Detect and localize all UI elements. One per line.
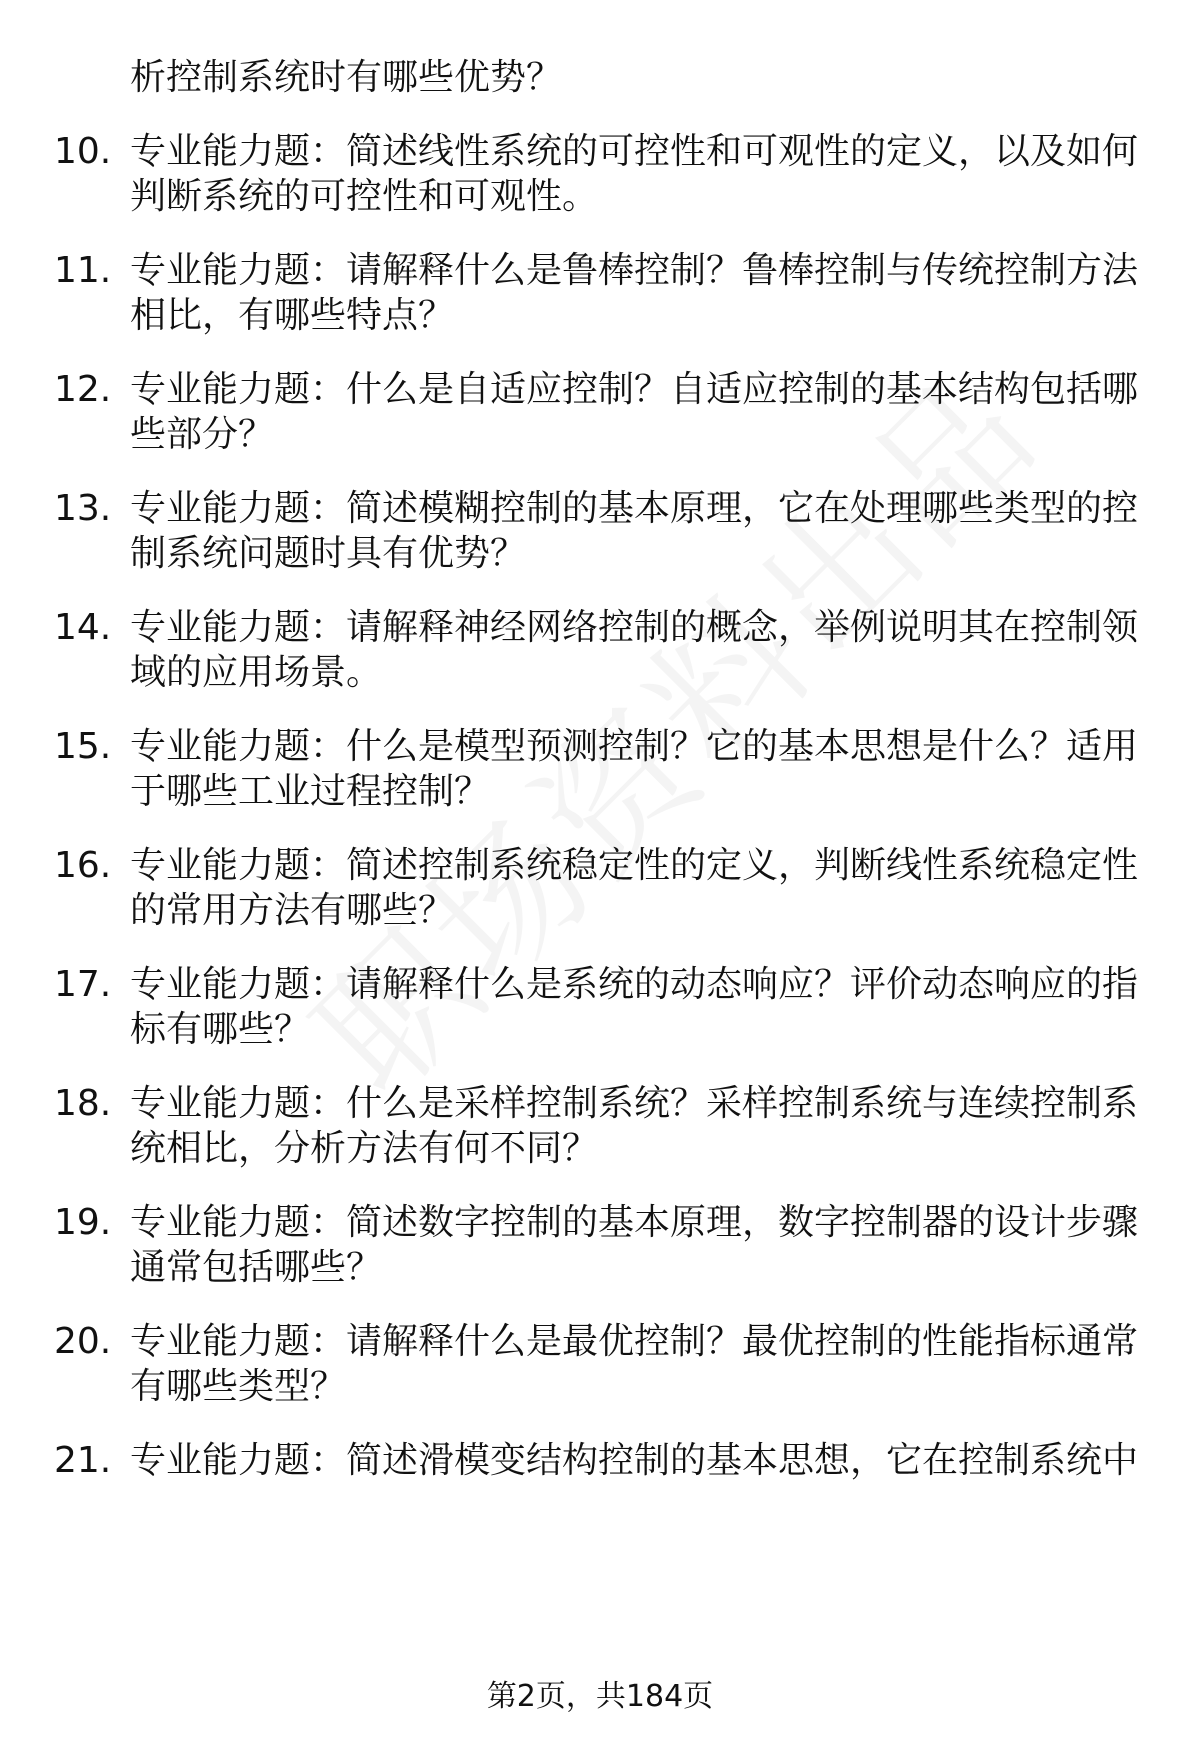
question-number: 16. [54,845,112,886]
question-number: 14. [54,607,112,648]
question-text-line2: 统相比，分析方法有何不同？ [130,1128,599,1169]
question-number: 19. [54,1202,112,1243]
question-text-line2: 域的应用场景。 [130,652,383,693]
question-text-line1: 专业能力题：什么是自适应控制？自适应控制的基本结构包括哪 [130,369,1139,410]
question-text-line1: 专业能力题：什么是模型预测控制？它的基本思想是什么？适用 [130,726,1139,767]
question-text-line2: 于哪些工业过程控制？ [130,771,491,812]
question-text-line2: 相比，有哪些特点？ [130,295,455,336]
question-text-line2: 通常包括哪些？ [130,1247,383,1288]
question-text-line2: 有哪些类型？ [130,1366,347,1407]
question-number: 18. [54,1083,112,1124]
question-text-line1: 专业能力题：什么是采样控制系统？采样控制系统与连续控制系 [130,1083,1139,1124]
question-number: 15. [54,726,112,767]
question-text-line1: 专业能力题：简述控制系统稳定性的定义，判断线性系统稳定性 [130,845,1139,886]
question-text-line1: 专业能力题：简述数字控制的基本原理，数字控制器的设计步骤 [130,1202,1139,1243]
question-number: 10. [54,131,112,172]
question-text-line2: 标有哪些？ [130,1009,311,1050]
question-text-line1: 专业能力题：简述线性系统的可控性和可观性的定义，以及如何 [130,131,1139,172]
question-number: 20. [54,1321,112,1362]
question-text-line2: 制系统问题时具有优势？ [130,533,527,574]
question-text-line1: 专业能力题：简述模糊控制的基本原理，它在处理哪些类型的控 [130,488,1139,529]
question-text-line2: 些部分？ [130,414,275,455]
question-number: 12. [54,369,112,410]
question-number: 11. [54,250,112,291]
question-number: 21. [54,1440,112,1481]
question-text-line1: 专业能力题：请解释什么是鲁棒控制？鲁棒控制与传统控制方法 [130,250,1139,291]
question-text-line1: 专业能力题：请解释神经网络控制的概念，举例说明其在控制领 [130,607,1139,648]
question-text-line1: 专业能力题：请解释什么是最优控制？最优控制的性能指标通常 [130,1321,1139,1362]
question-number: 13. [54,488,112,529]
question-number: 17. [54,964,112,1005]
question-text-line1: 专业能力题：简述滑模变结构控制的基本思想，它在控制系统中 [130,1440,1139,1481]
question-text-line1: 专业能力题：请解释什么是系统的动态响应？评价动态响应的指 [130,964,1139,1005]
question-text-line2: 的常用方法有哪些？ [130,890,455,931]
question-text-line2: 判断系统的可控性和可观性。 [130,176,599,217]
page-footer: 第2页，共184页 [486,1679,714,1714]
continuation-line: 析控制系统时有哪些优势？ [130,57,563,98]
